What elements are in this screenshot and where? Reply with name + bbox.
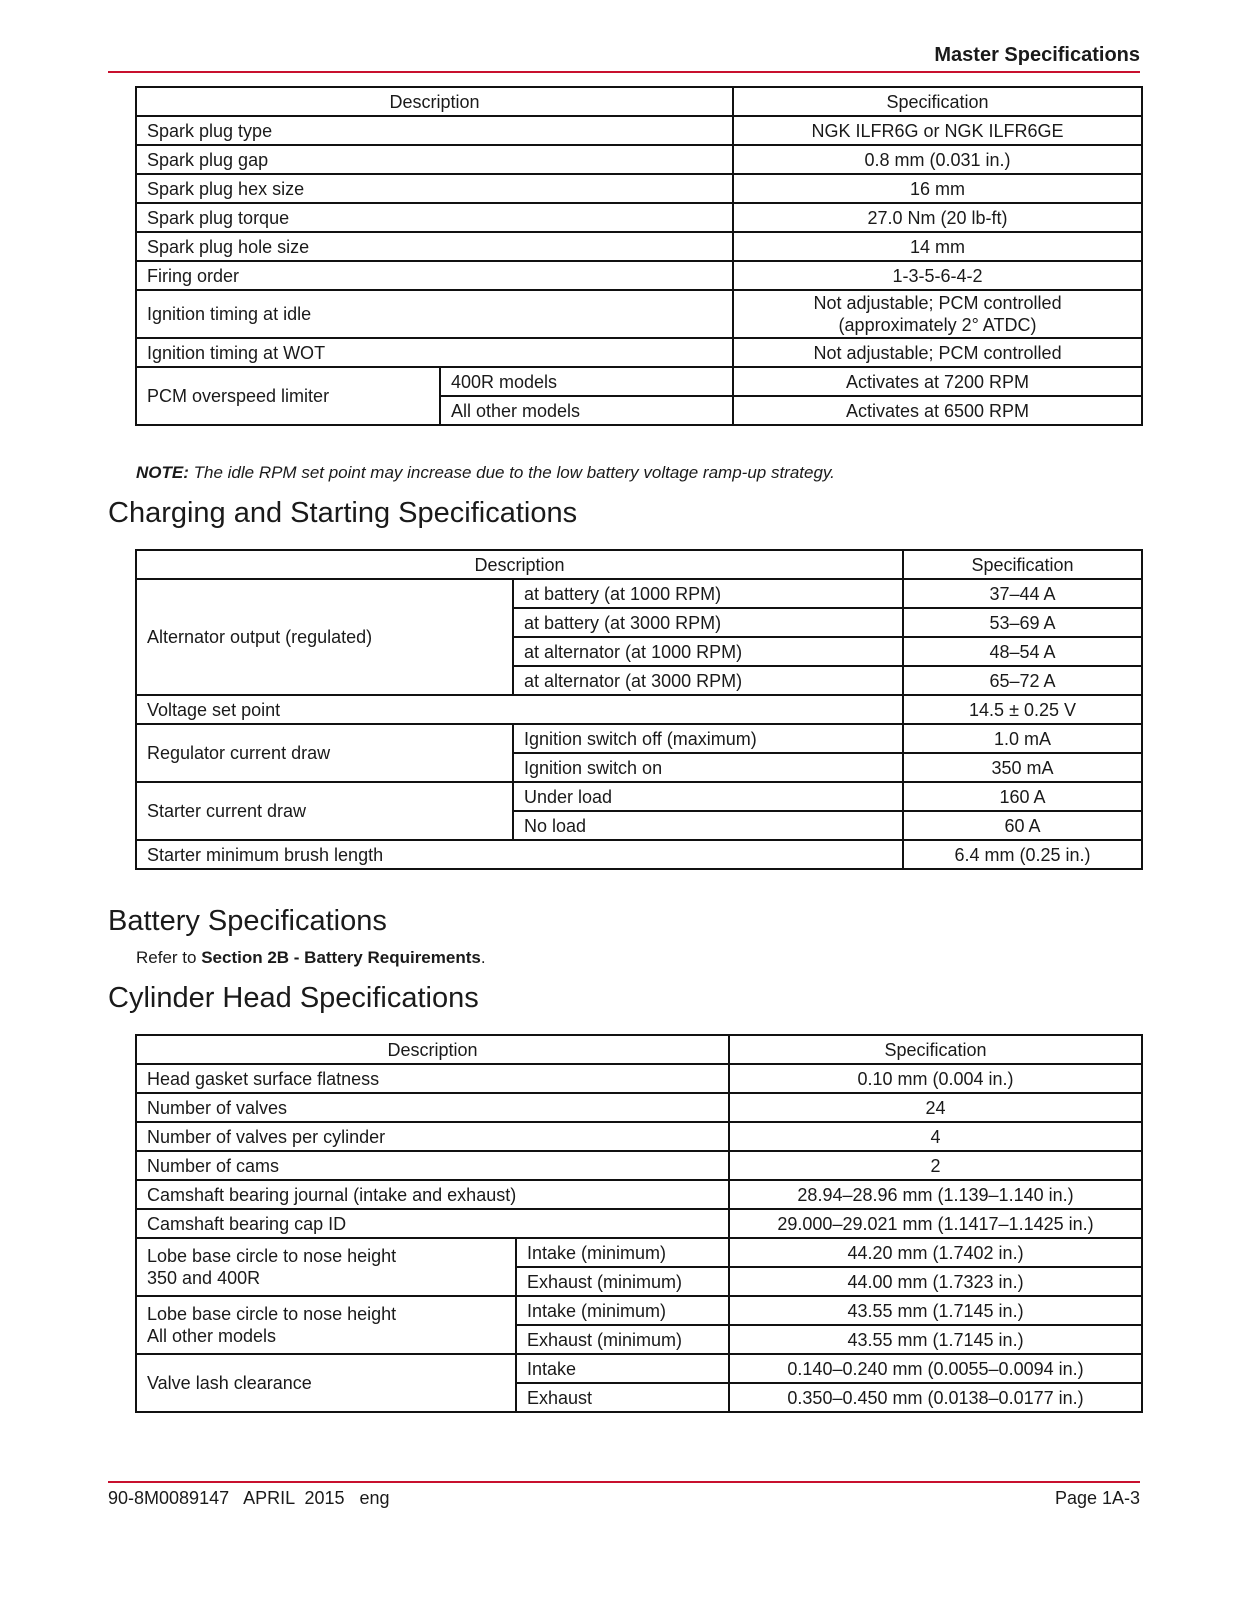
row-specification: NGK ILFR6G or NGK ILFR6GE (733, 116, 1142, 145)
column-header-description: Description (136, 550, 903, 579)
row-description: Head gasket surface flatness (136, 1064, 729, 1093)
row-specification: Activates at 7200 RPM (733, 367, 1142, 396)
row-description: Firing order (136, 261, 733, 290)
row-subdescription: at battery (at 3000 RPM) (513, 608, 903, 637)
table-row (136, 145, 1142, 174)
row-description: Voltage set point (136, 695, 903, 724)
row-specification: 0.350–0.450 mm (0.0138–0.0177 in.) (729, 1383, 1142, 1412)
table-row (136, 579, 1142, 608)
header-rule (108, 71, 1140, 73)
refer-prefix: Refer to (136, 948, 202, 967)
table-row (136, 232, 1142, 261)
row-specification: 29.000–29.021 mm (1.1417–1.1425 in.) (729, 1209, 1142, 1238)
row-description: Ignition timing at WOT (136, 338, 733, 367)
battery-section-heading: Battery Specifications (108, 905, 387, 937)
running-header-title: Master Specifications (934, 44, 1140, 66)
column-header-specification: Specification (729, 1035, 1142, 1064)
table-row (136, 840, 1142, 869)
row-subdescription: Intake (516, 1354, 729, 1383)
row-subdescription: Exhaust (minimum) (516, 1325, 729, 1354)
table-row (136, 782, 1142, 811)
row-specification: 4 (729, 1122, 1142, 1151)
footer-rule (108, 1481, 1140, 1483)
charging-section-heading: Charging and Starting Specifications (108, 497, 578, 529)
table-row (136, 1354, 1142, 1383)
column-header-description: Description (136, 87, 733, 116)
row-description: Number of valves (136, 1093, 729, 1122)
table-row (136, 367, 1142, 396)
row-specification: 350 mA (903, 753, 1142, 782)
row-subdescription: at alternator (at 3000 RPM) (513, 666, 903, 695)
row-specification: 0.10 mm (0.004 in.) (729, 1064, 1142, 1093)
row-specification: 14 mm (733, 232, 1142, 261)
row-description: Alternator output (regulated) (136, 579, 513, 695)
table-row (136, 261, 1142, 290)
row-description: Spark plug hole size (136, 232, 733, 261)
desc-line-2: 350 and 400R (147, 1268, 261, 1288)
row-specification: 6.4 mm (0.25 in.) (903, 840, 1142, 869)
row-specification: 43.55 mm (1.7145 in.) (729, 1296, 1142, 1325)
table-row (136, 1180, 1142, 1209)
table-row (136, 695, 1142, 724)
cylinder-section-heading: Cylinder Head Specifications (108, 982, 479, 1014)
table-header-row (136, 1035, 1142, 1064)
row-specification: 27.0 Nm (20 lb-ft) (733, 203, 1142, 232)
row-subdescription: Exhaust (minimum) (516, 1267, 729, 1296)
row-specification: 16 mm (733, 174, 1142, 203)
charging-spec-table (135, 549, 1143, 870)
row-description: Regulator current draw (136, 724, 513, 782)
table-header-row (136, 550, 1142, 579)
row-subdescription: Under load (513, 782, 903, 811)
table-row (136, 1122, 1142, 1151)
table-row (136, 116, 1142, 145)
row-description: Spark plug hex size (136, 174, 733, 203)
row-description: Spark plug gap (136, 145, 733, 174)
row-subdescription: Ignition switch off (maximum) (513, 724, 903, 753)
row-description (136, 1296, 516, 1354)
row-specification: 24 (729, 1093, 1142, 1122)
note-label: NOTE: (136, 463, 189, 482)
row-specification: 28.94–28.96 mm (1.139–1.140 in.) (729, 1180, 1142, 1209)
desc-line-1: Lobe base circle to nose height (147, 1304, 397, 1324)
row-description: Spark plug torque (136, 203, 733, 232)
row-specification: 160 A (903, 782, 1142, 811)
table-row (136, 1064, 1142, 1093)
row-specification: 2 (729, 1151, 1142, 1180)
table-row (136, 1151, 1142, 1180)
row-specification: 44.00 mm (1.7323 in.) (729, 1267, 1142, 1296)
row-subdescription: Exhaust (516, 1383, 729, 1412)
column-header-specification: Specification (903, 550, 1142, 579)
spec-line-2: (approximately 2° ATDC) (838, 315, 1037, 335)
row-specification: 48–54 A (903, 637, 1142, 666)
row-specification: 53–69 A (903, 608, 1142, 637)
row-description: Valve lash clearance (136, 1354, 516, 1412)
row-specification: 0.140–0.240 mm (0.0055–0.0094 in.) (729, 1354, 1142, 1383)
row-specification: 60 A (903, 811, 1142, 840)
row-specification: 37–44 A (903, 579, 1142, 608)
table-row (136, 1209, 1142, 1238)
table-row (136, 290, 1142, 338)
table-row (136, 203, 1142, 232)
idle-rpm-note (136, 463, 835, 483)
note-text: The idle RPM set point may increase due to the low battery voltage ramp-up strategy. (188, 463, 835, 482)
column-header-specification: Specification (733, 87, 1142, 116)
row-subdescription: Intake (minimum) (516, 1238, 729, 1267)
row-description (136, 1238, 516, 1296)
row-description: Number of valves per cylinder (136, 1122, 729, 1151)
battery-reference (136, 948, 486, 968)
row-description: Starter minimum brush length (136, 840, 903, 869)
row-specification: 14.5 ± 0.25 V (903, 695, 1142, 724)
section-reference-link[interactable]: Section 2B - Battery Requirements (201, 948, 481, 967)
row-description: PCM overspeed limiter (136, 367, 440, 425)
ignition-spec-table (135, 86, 1143, 426)
row-subdescription: at battery (at 1000 RPM) (513, 579, 903, 608)
page-number: Page 1A-3 (1054, 1488, 1140, 1508)
row-description: Camshaft bearing cap ID (136, 1209, 729, 1238)
row-description: Number of cams (136, 1151, 729, 1180)
row-subdescription: All other models (440, 396, 733, 425)
row-subdescription: Intake (minimum) (516, 1296, 729, 1325)
row-description: Camshaft bearing journal (intake and exhaust) (136, 1180, 729, 1209)
row-specification: 1-3-5-6-4-2 (733, 261, 1142, 290)
column-header-description: Description (136, 1035, 729, 1064)
desc-line-1: Lobe base circle to nose height (147, 1246, 397, 1266)
table-row (136, 724, 1142, 753)
row-subdescription: No load (513, 811, 903, 840)
table-row (136, 174, 1142, 203)
row-subdescription: Ignition switch on (513, 753, 903, 782)
row-specification: Activates at 6500 RPM (733, 396, 1142, 425)
row-subdescription: at alternator (at 1000 RPM) (513, 637, 903, 666)
row-specification: 43.55 mm (1.7145 in.) (729, 1325, 1142, 1354)
table-row (136, 1296, 1142, 1325)
row-description: Starter current draw (136, 782, 513, 840)
table-row (136, 338, 1142, 367)
row-description: Ignition timing at idle (136, 290, 733, 338)
row-specification: 65–72 A (903, 666, 1142, 695)
row-specification: 0.8 mm (0.031 in.) (733, 145, 1142, 174)
cylinder-head-spec-table (135, 1034, 1143, 1413)
desc-line-2: All other models (147, 1326, 277, 1346)
table-row (136, 1238, 1142, 1267)
refer-suffix: . (480, 948, 486, 967)
table-row (136, 1093, 1142, 1122)
table-header-row (136, 87, 1142, 116)
row-specification: 44.20 mm (1.7402 in.) (729, 1238, 1142, 1267)
row-specification (733, 290, 1142, 338)
row-specification: 1.0 mA (903, 724, 1142, 753)
row-description: Spark plug type (136, 116, 733, 145)
row-subdescription: 400R models (440, 367, 733, 396)
spec-line-1: Not adjustable; PCM controlled (813, 293, 1062, 313)
row-specification: Not adjustable; PCM controlled (733, 338, 1142, 367)
document-number: 90-8M0089147 APRIL 2015 eng (108, 1488, 390, 1508)
